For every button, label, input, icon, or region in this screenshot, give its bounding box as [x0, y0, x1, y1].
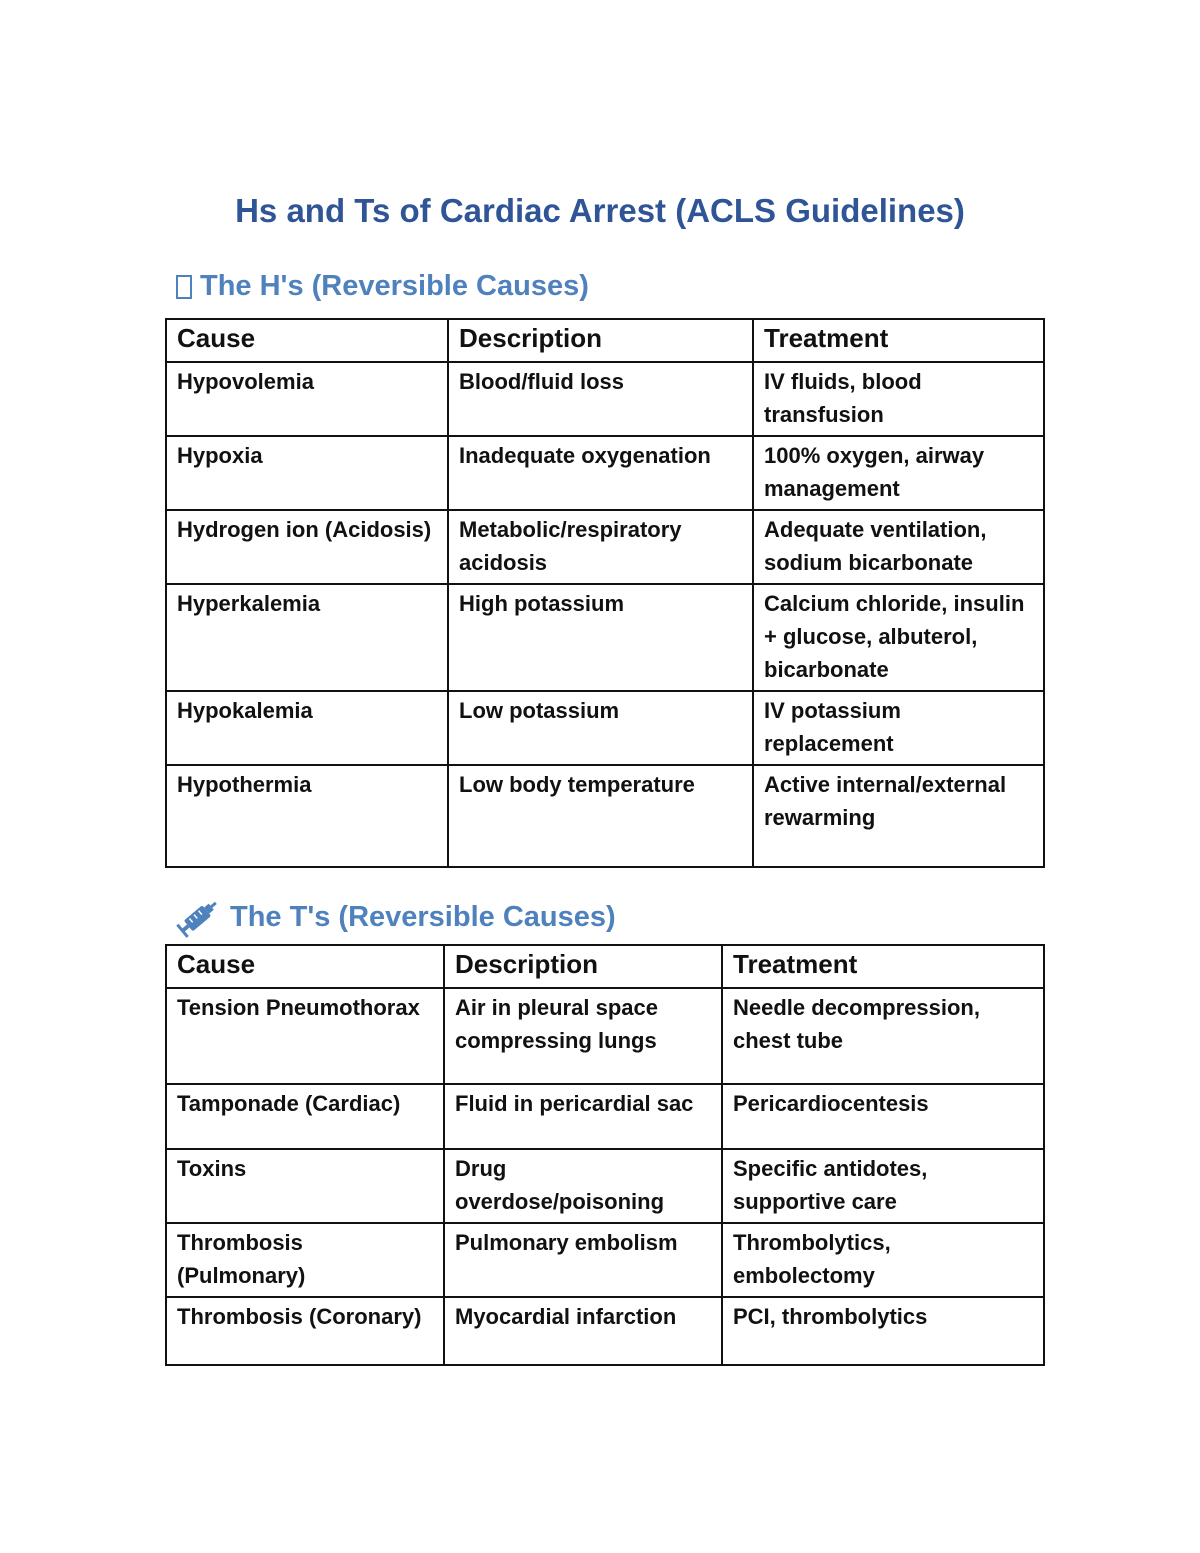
cause-cell: Tamponade (Cardiac) — [166, 1084, 444, 1149]
cause-cell: Tension Pneumothorax — [166, 988, 444, 1084]
table-row — [166, 1297, 1044, 1365]
column-header-description: Description — [448, 319, 753, 362]
syringe-icon — [176, 895, 222, 939]
table-row — [166, 1149, 1044, 1223]
description-cell: Air in pleural space compressing lungs — [444, 988, 722, 1084]
cause-cell: Hydrogen ion (Acidosis) — [166, 510, 448, 584]
description-cell: Drug overdose/poisoning — [444, 1149, 722, 1223]
treatment-cell: PCI, thrombolytics — [722, 1297, 1044, 1365]
treatment-cell: Specific antidotes, supportive care — [722, 1149, 1044, 1223]
column-header-treatment: Treatment — [753, 319, 1044, 362]
cause-cell: Hypothermia — [166, 765, 448, 867]
cause-cell: Hypoxia — [166, 436, 448, 510]
table-row — [166, 362, 1044, 436]
description-cell: Inadequate oxygenation — [448, 436, 753, 510]
table-row — [166, 510, 1044, 584]
treatment-cell: 100% oxygen, airway management — [753, 436, 1044, 510]
description-cell: High potassium — [448, 584, 753, 691]
table-row — [166, 584, 1044, 691]
cause-cell: Thrombosis (Pulmonary) — [166, 1223, 444, 1297]
t-causes-table — [165, 944, 1045, 1366]
description-cell: Fluid in pericardial sac — [444, 1084, 722, 1149]
treatment-cell: Thrombolytics, embolectomy — [722, 1223, 1044, 1297]
h-causes-table — [165, 318, 1045, 868]
treatment-cell: IV fluids, blood transfusion — [753, 362, 1044, 436]
treatment-cell: Adequate ventilation, sodium bicarbonate — [753, 510, 1044, 584]
missing-glyph-icon — [176, 275, 192, 299]
cause-cell: Hypovolemia — [166, 362, 448, 436]
table-row — [166, 1223, 1044, 1297]
description-cell: Low body temperature — [448, 765, 753, 867]
column-header-description: Description — [444, 945, 722, 988]
h-section-heading — [176, 270, 589, 303]
treatment-cell: Pericardiocentesis — [722, 1084, 1044, 1149]
treatment-cell: Active internal/external rewarming — [753, 765, 1044, 867]
cause-cell: Hyperkalemia — [166, 584, 448, 691]
table-row — [166, 691, 1044, 765]
description-cell: Blood/fluid loss — [448, 362, 753, 436]
h-section-heading-text: The H's (Reversible Causes) — [200, 270, 589, 302]
page-title: Hs and Ts of Cardiac Arrest (ACLS Guidelines) — [235, 192, 965, 229]
table-row — [166, 1084, 1044, 1149]
cause-cell: Thrombosis (Coronary) — [166, 1297, 444, 1365]
description-cell: Myocardial infarction — [444, 1297, 722, 1365]
table-header-row — [166, 319, 1044, 362]
column-header-cause: Cause — [166, 319, 448, 362]
treatment-cell: Calcium chloride, insulin + glucose, albuterol, bicarbonate — [753, 584, 1044, 691]
table-row — [166, 988, 1044, 1084]
description-cell: Pulmonary embolism — [444, 1223, 722, 1297]
cause-cell: Hypokalemia — [166, 691, 448, 765]
table-header-row — [166, 945, 1044, 988]
description-cell: Metabolic/respiratory acidosis — [448, 510, 753, 584]
treatment-cell: Needle decompression, chest tube — [722, 988, 1044, 1084]
column-header-treatment: Treatment — [722, 945, 1044, 988]
cause-cell: Toxins — [166, 1149, 444, 1223]
column-header-cause: Cause — [166, 945, 444, 988]
t-section-heading — [176, 895, 616, 939]
t-section-heading-text: The T's (Reversible Causes) — [230, 900, 616, 933]
table-row — [166, 765, 1044, 867]
description-cell: Low potassium — [448, 691, 753, 765]
treatment-cell: IV potassium replacement — [753, 691, 1044, 765]
table-row — [166, 436, 1044, 510]
